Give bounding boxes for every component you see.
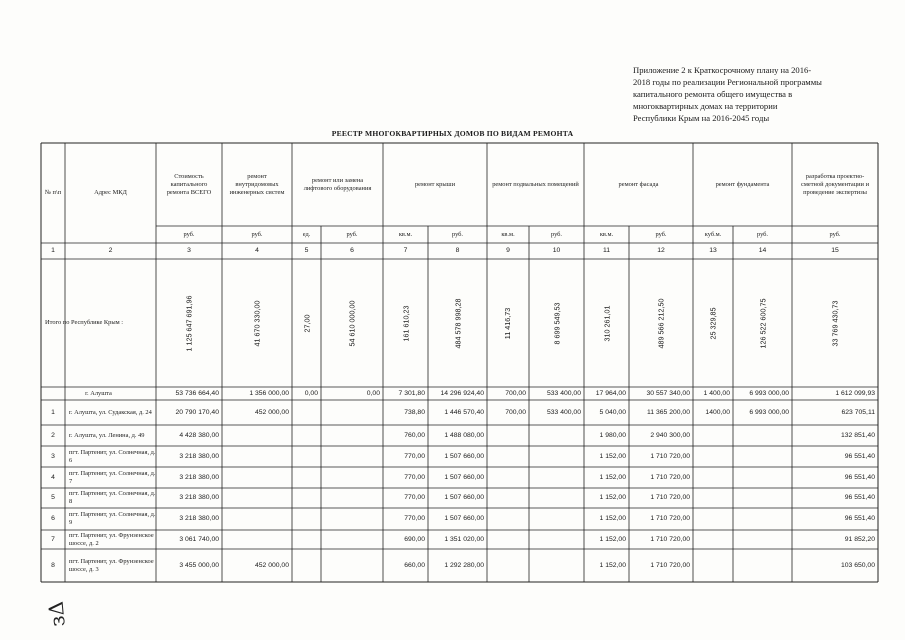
row-value [529, 530, 584, 549]
vertical-value-text: 25 329,85 [708, 307, 718, 339]
header-address: Адрес МКД [94, 189, 127, 196]
row-value: 91 852,20 [844, 535, 875, 543]
appendix-line: Республики Крым на 2016-2045 годы [633, 113, 770, 123]
row-value [529, 425, 584, 446]
row-value [487, 508, 529, 530]
unit-label: куб.м. [704, 230, 722, 238]
crimea-total-value [222, 259, 292, 387]
vertical-value-text: 33 769 430,73 [830, 300, 840, 346]
unit-label: руб. [829, 230, 841, 238]
row-value: 1 152,00 [599, 452, 626, 460]
column-number: 2 [108, 247, 113, 254]
column-number: 5 [304, 247, 309, 254]
vertical-value-text: 41 670 330,00 [252, 300, 262, 346]
header-num: № п\п [44, 189, 62, 196]
vertical-value-text: 126 522 600,75 [758, 298, 767, 348]
vertical-value-text: 310 261,01 [601, 305, 611, 341]
row-value: 660,00 [404, 561, 425, 569]
row-value [321, 425, 383, 446]
row-value [222, 467, 292, 488]
column-number: 13 [709, 247, 717, 254]
appendix-line: Приложение 2 к Краткосрочному плану на 2016- [633, 65, 812, 75]
vertical-value-text: 27,00 [302, 314, 311, 332]
row-value: 770,00 [404, 452, 425, 460]
row-address: пгт. Партенит, ул. Фрунзенское шоссе, д. 2 [69, 531, 154, 547]
row-value [529, 549, 584, 582]
row-value: 1 710 720,00 [650, 473, 690, 481]
crimea-total-value [428, 259, 487, 387]
row-value: 1 507 660,00 [444, 515, 484, 522]
row-value: 1 710 720,00 [650, 515, 690, 522]
row-value: 1 152,00 [599, 561, 626, 569]
row-value [292, 467, 321, 488]
column-number: 3 [187, 247, 191, 254]
unit-label: кв.м. [501, 230, 515, 238]
crimea-total-value [584, 259, 629, 387]
row-value [321, 508, 383, 530]
row-address: пгт. Партенит, ул. Солнечная, д. 7 [69, 469, 156, 485]
row-value: 6 993 000,00 [749, 408, 789, 416]
row-number: 4 [51, 473, 55, 481]
city-total-value: 700,00 [505, 389, 526, 397]
row-value [321, 488, 383, 508]
city-total-value: 6 993 000,00 [749, 389, 789, 397]
row-value [693, 467, 733, 488]
row-value [292, 400, 321, 425]
vertical-value-text: 484 578 998,28 [453, 298, 462, 348]
crimea-total-value [529, 259, 584, 387]
row-value: 1 152,00 [599, 473, 626, 481]
column-number: 7 [403, 247, 408, 254]
appendix-line: капитального ремонта общего имущества в [633, 89, 793, 99]
header-design: разработка проектно-сметной документации и проведение экспертизы [800, 172, 869, 196]
row-address: пгт. Партенит, ул. Солнечная, д. 8 [69, 490, 156, 505]
row-address: пгт. Партенит, ул. Солнечная, д. 6 [69, 448, 156, 464]
row-number: 3 [51, 452, 55, 460]
header-engineering: ремонт внутридомовых инженерных систем [229, 172, 285, 196]
row-address: г. Алушта, ул. Ленина, д. 49 [69, 431, 145, 439]
unit-label: ед. [302, 230, 311, 238]
unit-label: руб. [756, 230, 769, 238]
row-value [487, 530, 529, 549]
row-value: 3 218 380,00 [179, 452, 219, 460]
row-value: 96 551,40 [844, 494, 875, 501]
row-value: 5 040,00 [599, 408, 626, 416]
header-foundation: ремонт фундамента [715, 180, 770, 188]
header-facade: ремонт фасада [618, 180, 659, 188]
row-value: 1400,00 [705, 408, 730, 416]
row-value [733, 530, 792, 549]
row-number: 7 [51, 535, 55, 543]
column-number: 9 [506, 247, 510, 254]
row-value [529, 467, 584, 488]
row-value: 1 152,00 [599, 494, 626, 501]
row-value: 96 551,40 [844, 515, 875, 522]
row-value [733, 467, 792, 488]
row-value [292, 549, 321, 582]
row-value: 3 218 380,00 [179, 515, 219, 522]
column-number: 8 [455, 247, 460, 254]
row-value: 4 428 380,00 [179, 431, 219, 439]
unit-label: кв.м. [398, 230, 413, 238]
row-value [733, 508, 792, 530]
row-value [733, 549, 792, 582]
city-total-value: 1 612 099,93 [835, 389, 875, 397]
row-value: 11 365 200,00 [647, 408, 690, 416]
column-number: 1 [51, 247, 55, 254]
row-value: 103 650,00 [840, 561, 875, 569]
column-number: 11 [602, 247, 611, 254]
unit-label: руб. [550, 230, 563, 238]
row-number: 6 [51, 515, 55, 522]
row-value: 3 218 380,00 [179, 494, 219, 501]
appendix-line: многоквартирных домах на территории [633, 101, 778, 111]
header-total-cost: Стоимость капитального ремонта ВСЕГО [166, 172, 212, 196]
crimea-total-value [792, 259, 878, 387]
row-value [222, 530, 292, 549]
row-value [292, 446, 321, 467]
row-value: 3 455 000,00 [179, 561, 219, 569]
row-value [487, 467, 529, 488]
row-value [733, 425, 792, 446]
row-value [292, 508, 321, 530]
row-value [292, 488, 321, 508]
row-value: 1 507 660,00 [444, 473, 484, 481]
row-value: 1 152,00 [599, 515, 626, 522]
unit-label: руб. [451, 230, 464, 238]
row-value [222, 488, 292, 508]
row-value [693, 446, 733, 467]
row-value [222, 425, 292, 446]
unit-label: руб. [183, 230, 195, 238]
row-value: 623 705,11 [841, 408, 875, 416]
row-value: 1 710 720,00 [650, 494, 690, 501]
crimea-total-value [321, 259, 383, 387]
row-number: 5 [51, 494, 55, 501]
row-value: 700,00 [505, 408, 526, 416]
row-value [529, 488, 584, 508]
row-address: пгт. Партенит, ул. Солнечная, д. 9 [69, 511, 156, 526]
row-number: 1 [51, 408, 55, 416]
crimea-total-value [629, 259, 693, 387]
city-total-value: 17 964,00 [595, 389, 626, 397]
row-value: 3 218 380,00 [179, 473, 219, 481]
row-value: 132 851,40 [840, 431, 875, 439]
crimea-total-value [693, 259, 733, 387]
row-value: 760,00 [404, 431, 425, 439]
row-value [733, 446, 792, 467]
row-value: 533 400,00 [546, 408, 581, 416]
unit-label: руб. [346, 230, 358, 238]
row-value [487, 488, 529, 508]
crimea-total-value [292, 259, 321, 387]
row-value [321, 549, 383, 582]
city-total-value: 30 557 340,00 [646, 389, 690, 397]
vertical-value-text: 1 125 647 691,96 [184, 295, 194, 351]
row-value: 96 551,40 [844, 452, 875, 460]
row-value: 1 980,00 [599, 431, 626, 439]
city-total-value: 14 296 924,40 [440, 389, 484, 397]
row-value [222, 446, 292, 467]
city-total-value: 533 400,00 [546, 389, 581, 397]
vertical-value-text: 161 610,23 [400, 305, 410, 341]
row-value [733, 488, 792, 508]
column-number: 14 [758, 247, 767, 254]
row-value: 770,00 [404, 494, 425, 501]
crimea-total-value [383, 259, 428, 387]
row-value: 1 488 080,00 [444, 431, 484, 439]
row-value: 1 446 570,40 [444, 408, 484, 416]
row-value: 1 710 720,00 [650, 452, 690, 460]
row-value: 690,00 [404, 535, 425, 543]
column-number: 15 [831, 247, 839, 254]
handwritten-page-number: зΔ [43, 600, 70, 628]
row-number: 2 [51, 431, 55, 439]
vertical-value-text: 11 416,73 [503, 307, 513, 339]
header-elevator: ремонт или замена лифтового оборудования [303, 176, 372, 192]
city-total-value: 1 400,00 [703, 389, 730, 397]
row-value [321, 530, 383, 549]
row-value [292, 530, 321, 549]
crimea-total-value [156, 259, 222, 387]
row-value [529, 508, 584, 530]
row-value: 1 292 280,00 [444, 561, 484, 569]
city-total-value: 1 356 000,00 [249, 389, 289, 397]
column-number: 12 [657, 247, 665, 254]
row-value [693, 488, 733, 508]
row-value: 20 790 170,40 [175, 408, 219, 416]
appendix-line: 2018 годы по реализации Региональной программы [633, 77, 822, 87]
row-value [487, 446, 529, 467]
row-value: 1 710 720,00 [650, 561, 690, 569]
row-address: г. Алушта, ул. Судакская, д. 24 [69, 408, 152, 416]
city-total-value: 7 301,80 [398, 389, 425, 397]
unit-label: руб. [655, 230, 667, 238]
row-number: 8 [51, 561, 55, 569]
row-address: пгт. Партенит, ул. Фрунзенское шоссе, д. 3 [69, 557, 154, 573]
row-value: 770,00 [404, 473, 425, 481]
unit-label: руб. [251, 230, 263, 238]
row-value: 452 000,00 [254, 561, 289, 569]
crimea-total-label: Итого по Республике Крым : [45, 319, 124, 326]
row-value [321, 467, 383, 488]
vertical-value-text: 489 566 212,50 [656, 298, 666, 348]
row-value: 3 061 740,00 [179, 535, 219, 543]
row-value: 1 710 720,00 [650, 535, 690, 543]
row-value [222, 508, 292, 530]
row-value: 96 551,40 [844, 473, 875, 481]
row-value: 1 152,00 [599, 535, 626, 543]
row-value [693, 549, 733, 582]
row-value: 452 000,00 [254, 408, 289, 416]
row-value: 738,80 [404, 408, 425, 416]
city-total-value: 0,00 [304, 389, 318, 397]
row-value [487, 549, 529, 582]
row-value [693, 425, 733, 446]
column-number: 10 [552, 247, 561, 254]
row-value: 1 351 020,00 [444, 535, 484, 543]
city-total-value: 0,00 [366, 389, 380, 397]
city-total-value: 53 736 664,40 [175, 389, 219, 397]
row-value: 1 507 660,00 [444, 452, 484, 460]
header-roof: ремонт крыши [414, 180, 456, 188]
row-value [321, 400, 383, 425]
row-value: 770,00 [404, 515, 425, 522]
row-value [693, 530, 733, 549]
vertical-value-text: 8 699 549,53 [552, 302, 561, 344]
row-value [321, 446, 383, 467]
row-value: 2 940 300,00 [650, 431, 690, 439]
crimea-total-value [487, 259, 529, 387]
row-value [529, 446, 584, 467]
row-value [487, 425, 529, 446]
column-number: 6 [350, 247, 354, 254]
column-number: 4 [255, 247, 259, 254]
row-value: 1 507 660,00 [444, 494, 484, 501]
registry-title: РЕЕСТР МНОГОКВАРТИРНЫХ ДОМОВ ПО ВИДАМ РЕМОНТА [331, 129, 574, 138]
row-value [693, 508, 733, 530]
header-basement: ремонт подвальных помещений [492, 180, 579, 188]
crimea-total-value [733, 259, 792, 387]
vertical-value-text: 54 610 000,00 [347, 300, 357, 346]
row-value [292, 425, 321, 446]
city-total-label: г. Алушта [85, 389, 112, 397]
unit-label: кв.м. [599, 230, 614, 238]
